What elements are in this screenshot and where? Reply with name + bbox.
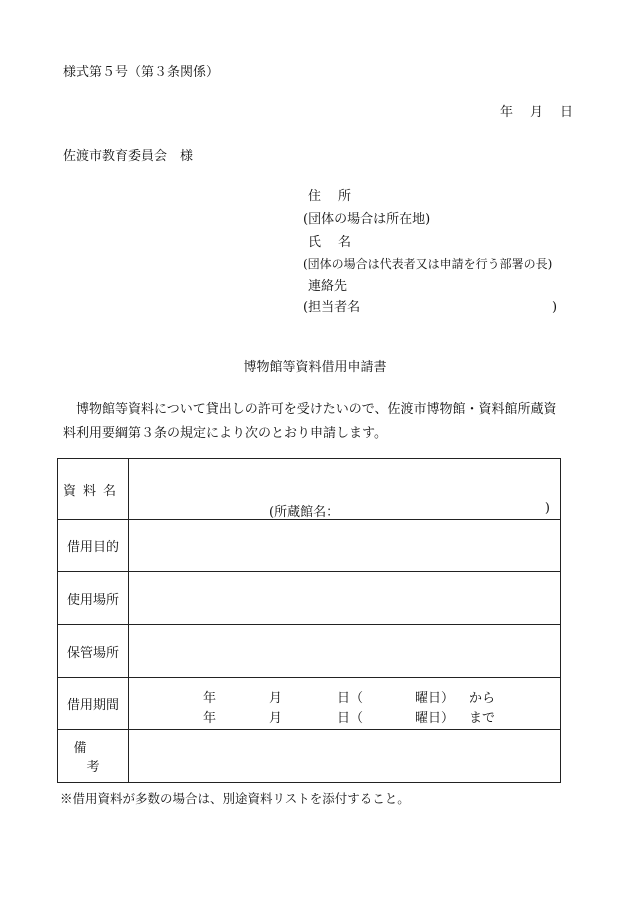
period-end-line: 年 月 日（ 曜日） まで (129, 704, 560, 724)
table-row-purpose (58, 520, 561, 572)
museum-name-close: ) (544, 501, 550, 516)
table-row-remarks (58, 730, 561, 783)
body-paragraph (63, 398, 563, 446)
storage-place-field[interactable] (129, 625, 561, 678)
table-row-period (58, 678, 561, 730)
museum-name-open: (所蔵館名： (269, 505, 340, 520)
applicant-name-note: (団体の場合は代表者又は申請を行う部署の長) (303, 257, 553, 271)
row-label-storage-place: 保管場所 (58, 625, 129, 678)
row-label-use-place: 使用場所 (58, 572, 129, 625)
purpose-field[interactable] (129, 520, 561, 572)
row-label-material-name: 資料名 (58, 459, 129, 520)
contact-person-close: ) (552, 300, 558, 315)
addressee: 佐渡市教育委員会 様 (63, 149, 194, 164)
body-line-2: 料利用要綱第３条の規定により次のとおり申請します。 (63, 426, 387, 441)
period-field[interactable] (129, 678, 561, 730)
date-year: 年 (500, 105, 514, 120)
material-name-field[interactable] (129, 459, 561, 520)
period-start-line: 年 月 日（ 曜日） から (129, 684, 560, 704)
remarks-field[interactable] (129, 730, 561, 783)
date-month: 月 (530, 105, 544, 120)
applicant-name-label: 氏 名 (308, 235, 354, 250)
period-to-label: まで (469, 710, 496, 726)
application-table (57, 458, 561, 783)
form-number: 様式第５号（第３条関係） (63, 65, 220, 80)
date-line (500, 106, 573, 119)
row-label-purpose: 借用目的 (58, 520, 129, 572)
row-label-period: 借用期間 (58, 678, 129, 730)
applicant-address-note: (団体の場合は所在地) (303, 212, 431, 227)
table-row-storage-place (58, 625, 561, 678)
row-label-remarks: 備考 (58, 730, 129, 783)
applicant-address-label: 住 所 (308, 189, 354, 204)
applicant-contact-label: 連絡先 (308, 279, 348, 294)
contact-person-open: (担当者名 (303, 300, 361, 315)
footnote: ※借用資料が多数の場合は、別途資料リストを添付すること。 (60, 791, 410, 806)
table-row-material-name (58, 459, 561, 520)
period-from-label: から (469, 690, 496, 706)
table-row-use-place (58, 572, 561, 625)
document-title: 博物館等資料借用申請書 (243, 360, 387, 375)
date-day: 日 (560, 105, 574, 120)
body-line-1: 博物館等資料について貸出しの許可を受けたいので、佐渡市博物館・資料館所蔵資 (76, 402, 557, 417)
use-place-field[interactable] (129, 572, 561, 625)
